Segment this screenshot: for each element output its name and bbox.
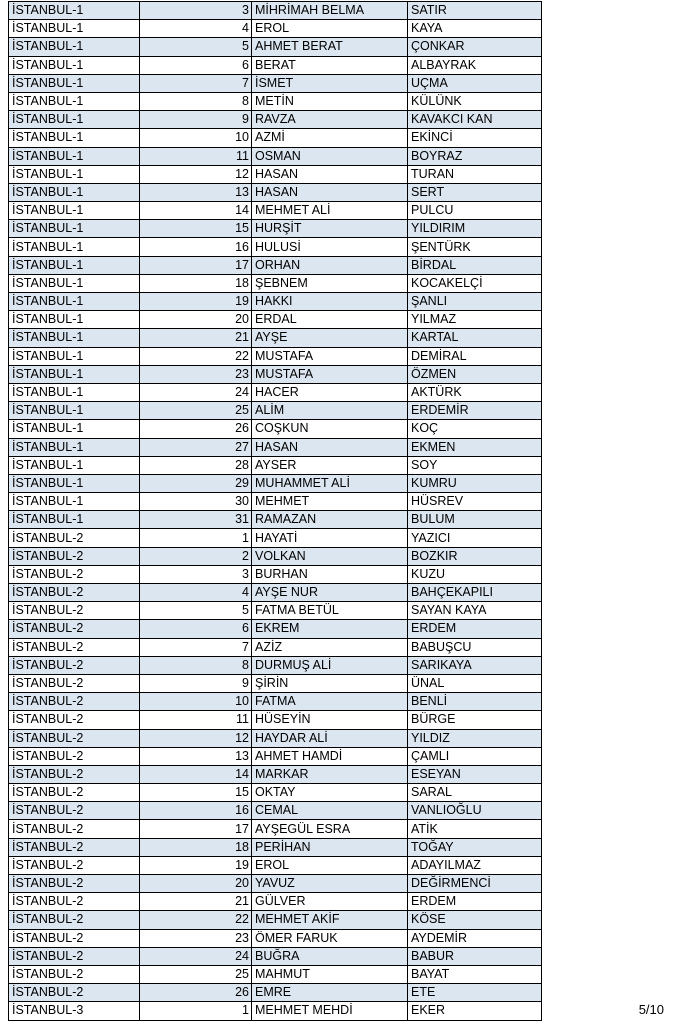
name-cell: GÜLVER <box>252 893 408 911</box>
city-cell: İSTANBUL-2 <box>9 547 140 565</box>
number-cell: 18 <box>140 838 252 856</box>
city-cell: İSTANBUL-1 <box>9 365 140 383</box>
name-cell: ŞEBNEM <box>252 274 408 292</box>
surname-cell: DEMİRAL <box>408 347 542 365</box>
table-row <box>9 838 542 856</box>
number-cell: 22 <box>140 347 252 365</box>
table-row <box>9 493 542 511</box>
surname-cell: ESEYAN <box>408 765 542 783</box>
city-cell: İSTANBUL-2 <box>9 875 140 893</box>
number-cell: 7 <box>140 638 252 656</box>
table-row <box>9 856 542 874</box>
city-cell: İSTANBUL-1 <box>9 511 140 529</box>
name-cell: MEHMET <box>252 493 408 511</box>
table-row <box>9 383 542 401</box>
number-cell: 26 <box>140 984 252 1002</box>
number-cell: 11 <box>140 711 252 729</box>
name-cell: EROL <box>252 856 408 874</box>
name-cell: MEHMET ALİ <box>252 202 408 220</box>
city-cell: İSTANBUL-1 <box>9 92 140 110</box>
table-row <box>9 365 542 383</box>
table-row <box>9 329 542 347</box>
city-cell: İSTANBUL-2 <box>9 911 140 929</box>
candidate-table-container <box>8 1 541 1021</box>
table-row <box>9 56 542 74</box>
table-row <box>9 984 542 1002</box>
table-row <box>9 729 542 747</box>
city-cell: İSTANBUL-1 <box>9 111 140 129</box>
city-cell: İSTANBUL-1 <box>9 2 140 20</box>
surname-cell: BÜRGE <box>408 711 542 729</box>
table-row <box>9 129 542 147</box>
number-cell: 31 <box>140 511 252 529</box>
city-cell: İSTANBUL-3 <box>9 1002 140 1020</box>
table-row <box>9 402 542 420</box>
name-cell: HASAN <box>252 165 408 183</box>
surname-cell: ŞANLI <box>408 293 542 311</box>
name-cell: RAMAZAN <box>252 511 408 529</box>
surname-cell: AKTÜRK <box>408 383 542 401</box>
city-cell: İSTANBUL-2 <box>9 947 140 965</box>
name-cell: AYŞEGÜL ESRA <box>252 820 408 838</box>
city-cell: İSTANBUL-2 <box>9 602 140 620</box>
table-row <box>9 674 542 692</box>
table-row <box>9 238 542 256</box>
city-cell: İSTANBUL-1 <box>9 220 140 238</box>
city-cell: İSTANBUL-2 <box>9 747 140 765</box>
city-cell: İSTANBUL-1 <box>9 147 140 165</box>
number-cell: 8 <box>140 92 252 110</box>
surname-cell: ADAYILMAZ <box>408 856 542 874</box>
surname-cell: KARTAL <box>408 329 542 347</box>
surname-cell: VANLIOĞLU <box>408 802 542 820</box>
table-row <box>9 220 542 238</box>
name-cell: AYŞE <box>252 329 408 347</box>
name-cell: AZİZ <box>252 638 408 656</box>
table-row <box>9 947 542 965</box>
surname-cell: SATIR <box>408 2 542 20</box>
name-cell: AYSER <box>252 456 408 474</box>
name-cell: PERİHAN <box>252 838 408 856</box>
name-cell: AHMET BERAT <box>252 38 408 56</box>
surname-cell: ÇONKAR <box>408 38 542 56</box>
number-cell: 10 <box>140 129 252 147</box>
number-cell: 21 <box>140 329 252 347</box>
number-cell: 11 <box>140 147 252 165</box>
city-cell: İSTANBUL-2 <box>9 674 140 692</box>
name-cell: AYŞE NUR <box>252 584 408 602</box>
number-cell: 17 <box>140 256 252 274</box>
table-row <box>9 474 542 492</box>
number-cell: 27 <box>140 438 252 456</box>
number-cell: 13 <box>140 747 252 765</box>
name-cell: ALİM <box>252 402 408 420</box>
name-cell: EKREM <box>252 620 408 638</box>
name-cell: AZMİ <box>252 129 408 147</box>
number-cell: 14 <box>140 765 252 783</box>
number-cell: 4 <box>140 20 252 38</box>
name-cell: MEHMET AKİF <box>252 911 408 929</box>
surname-cell: KÖSE <box>408 911 542 929</box>
surname-cell: YILDIZ <box>408 729 542 747</box>
name-cell: COŞKUN <box>252 420 408 438</box>
city-cell: İSTANBUL-1 <box>9 420 140 438</box>
table-row <box>9 565 542 583</box>
city-cell: İSTANBUL-2 <box>9 620 140 638</box>
surname-cell: KAVAKCI KAN <box>408 111 542 129</box>
surname-cell: EKİNCİ <box>408 129 542 147</box>
surname-cell: BENLİ <box>408 693 542 711</box>
surname-cell: PULCU <box>408 202 542 220</box>
table-row <box>9 584 542 602</box>
name-cell: FATMA <box>252 693 408 711</box>
city-cell: İSTANBUL-2 <box>9 638 140 656</box>
name-cell: ŞİRİN <box>252 674 408 692</box>
number-cell: 20 <box>140 311 252 329</box>
number-cell: 8 <box>140 656 252 674</box>
name-cell: MEHMET MEHDİ <box>252 1002 408 1020</box>
name-cell: ÖMER FARUK <box>252 929 408 947</box>
name-cell: MUSTAFA <box>252 347 408 365</box>
table-row <box>9 929 542 947</box>
name-cell: BUĞRA <box>252 947 408 965</box>
city-cell: İSTANBUL-1 <box>9 293 140 311</box>
table-row <box>9 165 542 183</box>
number-cell: 9 <box>140 674 252 692</box>
city-cell: İSTANBUL-2 <box>9 765 140 783</box>
surname-cell: ATİK <box>408 820 542 838</box>
name-cell: HAKKI <box>252 293 408 311</box>
surname-cell: UÇMA <box>408 74 542 92</box>
number-cell: 3 <box>140 2 252 20</box>
city-cell: İSTANBUL-2 <box>9 929 140 947</box>
surname-cell: SARIKAYA <box>408 656 542 674</box>
number-cell: 5 <box>140 602 252 620</box>
city-cell: İSTANBUL-2 <box>9 820 140 838</box>
city-cell: İSTANBUL-2 <box>9 729 140 747</box>
table-row <box>9 747 542 765</box>
number-cell: 25 <box>140 402 252 420</box>
number-cell: 22 <box>140 911 252 929</box>
number-cell: 24 <box>140 383 252 401</box>
table-row <box>9 875 542 893</box>
table-row <box>9 74 542 92</box>
surname-cell: YILDIRIM <box>408 220 542 238</box>
number-cell: 12 <box>140 729 252 747</box>
name-cell: HASAN <box>252 183 408 201</box>
name-cell: EROL <box>252 20 408 38</box>
city-cell: İSTANBUL-1 <box>9 456 140 474</box>
table-row <box>9 438 542 456</box>
surname-cell: ÖZMEN <box>408 365 542 383</box>
city-cell: İSTANBUL-2 <box>9 984 140 1002</box>
table-row <box>9 456 542 474</box>
surname-cell: BOZKIR <box>408 547 542 565</box>
surname-cell: YAZICI <box>408 529 542 547</box>
surname-cell: BABUŞCU <box>408 638 542 656</box>
name-cell: FATMA BETÜL <box>252 602 408 620</box>
city-cell: İSTANBUL-1 <box>9 347 140 365</box>
name-cell: AHMET HAMDİ <box>252 747 408 765</box>
page-number: 5/10 <box>638 1002 664 1017</box>
number-cell: 6 <box>140 56 252 74</box>
name-cell: VOLKAN <box>252 547 408 565</box>
table-row <box>9 765 542 783</box>
surname-cell: KOCAKELÇİ <box>408 274 542 292</box>
surname-cell: EKMEN <box>408 438 542 456</box>
table-row <box>9 347 542 365</box>
surname-cell: KOÇ <box>408 420 542 438</box>
surname-cell: ERDEM <box>408 620 542 638</box>
number-cell: 25 <box>140 965 252 983</box>
city-cell: İSTANBUL-1 <box>9 38 140 56</box>
surname-cell: DEĞİRMENCİ <box>408 875 542 893</box>
table-row <box>9 620 542 638</box>
surname-cell: BULUM <box>408 511 542 529</box>
city-cell: İSTANBUL-1 <box>9 311 140 329</box>
surname-cell: SOY <box>408 456 542 474</box>
city-cell: İSTANBUL-2 <box>9 893 140 911</box>
surname-cell: SERT <box>408 183 542 201</box>
city-cell: İSTANBUL-1 <box>9 256 140 274</box>
table-row <box>9 693 542 711</box>
table-row <box>9 183 542 201</box>
table-row <box>9 2 542 20</box>
surname-cell: AYDEMİR <box>408 929 542 947</box>
number-cell: 23 <box>140 365 252 383</box>
name-cell: MUSTAFA <box>252 365 408 383</box>
surname-cell: ŞENTÜRK <box>408 238 542 256</box>
table-row <box>9 20 542 38</box>
surname-cell: BAYAT <box>408 965 542 983</box>
name-cell: RAVZA <box>252 111 408 129</box>
surname-cell: KAYA <box>408 20 542 38</box>
table-row <box>9 893 542 911</box>
city-cell: İSTANBUL-1 <box>9 56 140 74</box>
surname-cell: SAYAN KAYA <box>408 602 542 620</box>
name-cell: İSMET <box>252 74 408 92</box>
city-cell: İSTANBUL-2 <box>9 693 140 711</box>
city-cell: İSTANBUL-2 <box>9 838 140 856</box>
table-row <box>9 1002 542 1020</box>
surname-cell: KUMRU <box>408 474 542 492</box>
table-row <box>9 602 542 620</box>
number-cell: 16 <box>140 802 252 820</box>
city-cell: İSTANBUL-1 <box>9 474 140 492</box>
number-cell: 6 <box>140 620 252 638</box>
table-row <box>9 820 542 838</box>
name-cell: OSMAN <box>252 147 408 165</box>
name-cell: CEMAL <box>252 802 408 820</box>
table-row <box>9 784 542 802</box>
number-cell: 9 <box>140 111 252 129</box>
surname-cell: EKER <box>408 1002 542 1020</box>
city-cell: İSTANBUL-2 <box>9 965 140 983</box>
table-row <box>9 547 542 565</box>
name-cell: BURHAN <box>252 565 408 583</box>
city-cell: İSTANBUL-2 <box>9 711 140 729</box>
name-cell: MARKAR <box>252 765 408 783</box>
number-cell: 30 <box>140 493 252 511</box>
table-row <box>9 802 542 820</box>
table-row <box>9 92 542 110</box>
surname-cell: ERDEMİR <box>408 402 542 420</box>
table-row <box>9 711 542 729</box>
surname-cell: ÇAMLI <box>408 747 542 765</box>
surname-cell: ÜNAL <box>408 674 542 692</box>
city-cell: İSTANBUL-2 <box>9 529 140 547</box>
surname-cell: YILMAZ <box>408 311 542 329</box>
surname-cell: BAHÇEKAPILI <box>408 584 542 602</box>
name-cell: MAHMUT <box>252 965 408 983</box>
city-cell: İSTANBUL-1 <box>9 493 140 511</box>
number-cell: 3 <box>140 565 252 583</box>
name-cell: HURŞİT <box>252 220 408 238</box>
surname-cell: TOĞAY <box>408 838 542 856</box>
number-cell: 16 <box>140 238 252 256</box>
name-cell: ORHAN <box>252 256 408 274</box>
city-cell: İSTANBUL-1 <box>9 438 140 456</box>
surname-cell: ERDEM <box>408 893 542 911</box>
city-cell: İSTANBUL-1 <box>9 329 140 347</box>
name-cell: HÜSEYİN <box>252 711 408 729</box>
number-cell: 19 <box>140 293 252 311</box>
city-cell: İSTANBUL-1 <box>9 165 140 183</box>
table-row <box>9 111 542 129</box>
number-cell: 2 <box>140 547 252 565</box>
name-cell: METİN <box>252 92 408 110</box>
surname-cell: ETE <box>408 984 542 1002</box>
city-cell: İSTANBUL-2 <box>9 856 140 874</box>
surname-cell: BABUR <box>408 947 542 965</box>
city-cell: İSTANBUL-2 <box>9 784 140 802</box>
candidate-table-body <box>9 2 542 1021</box>
table-row <box>9 147 542 165</box>
name-cell: HAYATİ <box>252 529 408 547</box>
city-cell: İSTANBUL-1 <box>9 383 140 401</box>
table-row <box>9 638 542 656</box>
table-row <box>9 911 542 929</box>
number-cell: 17 <box>140 820 252 838</box>
city-cell: İSTANBUL-2 <box>9 802 140 820</box>
table-row <box>9 965 542 983</box>
city-cell: İSTANBUL-1 <box>9 74 140 92</box>
city-cell: İSTANBUL-1 <box>9 402 140 420</box>
table-row <box>9 420 542 438</box>
number-cell: 18 <box>140 274 252 292</box>
number-cell: 24 <box>140 947 252 965</box>
surname-cell: ALBAYRAK <box>408 56 542 74</box>
number-cell: 10 <box>140 693 252 711</box>
number-cell: 20 <box>140 875 252 893</box>
surname-cell: BOYRAZ <box>408 147 542 165</box>
city-cell: İSTANBUL-1 <box>9 129 140 147</box>
table-row <box>9 529 542 547</box>
surname-cell: HÜSREV <box>408 493 542 511</box>
table-row <box>9 293 542 311</box>
number-cell: 29 <box>140 474 252 492</box>
table-row <box>9 274 542 292</box>
number-cell: 15 <box>140 220 252 238</box>
surname-cell: BİRDAL <box>408 256 542 274</box>
name-cell: DURMUŞ ALİ <box>252 656 408 674</box>
number-cell: 19 <box>140 856 252 874</box>
candidate-table <box>8 1 542 1021</box>
table-row <box>9 256 542 274</box>
surname-cell: TURAN <box>408 165 542 183</box>
number-cell: 12 <box>140 165 252 183</box>
name-cell: BERAT <box>252 56 408 74</box>
name-cell: ERDAL <box>252 311 408 329</box>
city-cell: İSTANBUL-2 <box>9 565 140 583</box>
number-cell: 26 <box>140 420 252 438</box>
name-cell: MUHAMMET ALİ <box>252 474 408 492</box>
city-cell: İSTANBUL-1 <box>9 238 140 256</box>
name-cell: HASAN <box>252 438 408 456</box>
table-row <box>9 311 542 329</box>
city-cell: İSTANBUL-1 <box>9 183 140 201</box>
name-cell: HACER <box>252 383 408 401</box>
name-cell: YAVUZ <box>252 875 408 893</box>
name-cell: MİHRİMAH BELMA <box>252 2 408 20</box>
table-row <box>9 38 542 56</box>
name-cell: EMRE <box>252 984 408 1002</box>
city-cell: İSTANBUL-2 <box>9 584 140 602</box>
number-cell: 14 <box>140 202 252 220</box>
name-cell: HULUSİ <box>252 238 408 256</box>
number-cell: 21 <box>140 893 252 911</box>
number-cell: 13 <box>140 183 252 201</box>
number-cell: 15 <box>140 784 252 802</box>
table-row <box>9 511 542 529</box>
city-cell: İSTANBUL-1 <box>9 20 140 38</box>
city-cell: İSTANBUL-2 <box>9 656 140 674</box>
surname-cell: KUZU <box>408 565 542 583</box>
name-cell: HAYDAR ALİ <box>252 729 408 747</box>
number-cell: 1 <box>140 529 252 547</box>
number-cell: 1 <box>140 1002 252 1020</box>
table-row <box>9 656 542 674</box>
number-cell: 23 <box>140 929 252 947</box>
table-row <box>9 202 542 220</box>
name-cell: OKTAY <box>252 784 408 802</box>
number-cell: 5 <box>140 38 252 56</box>
surname-cell: KÜLÜNK <box>408 92 542 110</box>
number-cell: 28 <box>140 456 252 474</box>
city-cell: İSTANBUL-1 <box>9 274 140 292</box>
surname-cell: SARAL <box>408 784 542 802</box>
city-cell: İSTANBUL-1 <box>9 202 140 220</box>
number-cell: 4 <box>140 584 252 602</box>
number-cell: 7 <box>140 74 252 92</box>
